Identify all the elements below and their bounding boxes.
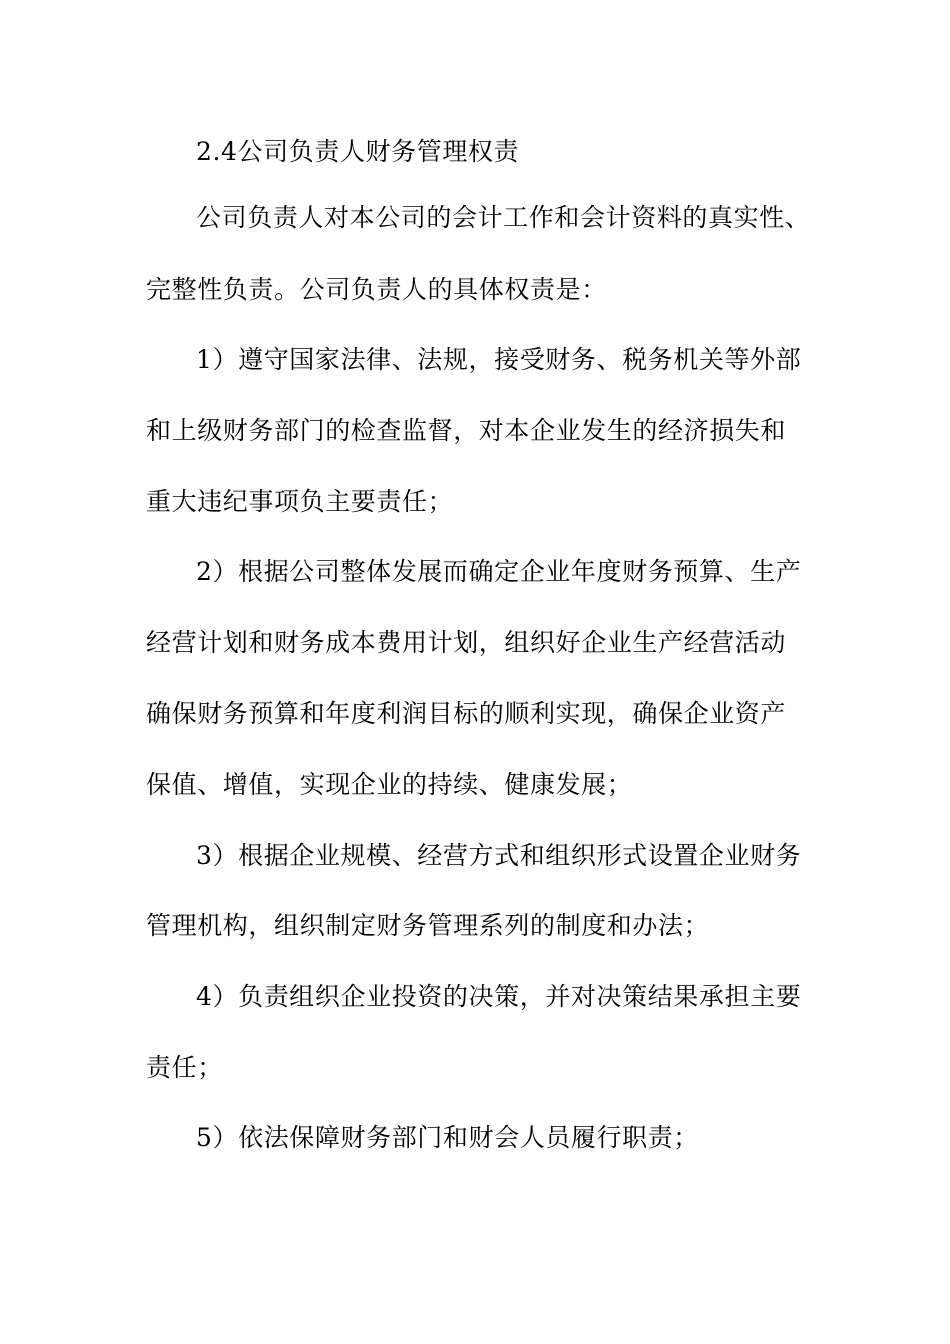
list-item-1-line: 重大违纪事项负主要责任；	[146, 487, 454, 516]
list-item-2-line: 经营计划和财务成本费用计划，组织好企业生产经营活动	[146, 628, 787, 657]
list-item-3-line: 3）根据企业规模、经营方式和组织形式设置企业财务	[196, 841, 802, 870]
list-item-4-line: 责任；	[146, 1053, 223, 1082]
list-item-2-line: 2）根据公司整体发展而确定企业年度财务预算、生产	[196, 557, 802, 586]
list-item-2-line: 确保财务预算和年度利润目标的顺利实现，确保企业资产	[146, 699, 787, 728]
list-item-1-line: 和上级财务部门的检查监督，对本企业发生的经济损失和	[146, 416, 787, 445]
list-item-1-line: 1）遵守国家法律、法规，接受财务、税务机关等外部	[196, 345, 802, 374]
list-item-3-line: 管理机构，组织制定财务管理系列的制度和办法；	[146, 911, 710, 940]
section-heading: 2.4公司负责人财务管理权责	[196, 137, 520, 166]
paragraph-line: 公司负责人对本公司的会计工作和会计资料的真实性、	[196, 203, 811, 232]
list-item-2-line: 保值、增值，实现企业的持续、健康发展；	[146, 770, 633, 799]
list-item-4-line: 4）负责组织企业投资的决策，并对决策结果承担主要	[196, 982, 802, 1011]
list-item-5-line: 5）依法保障财务部门和财会人员履行职责；	[196, 1123, 699, 1152]
paragraph-line: 完整性负责。公司负责人的具体权责是：	[146, 275, 607, 304]
